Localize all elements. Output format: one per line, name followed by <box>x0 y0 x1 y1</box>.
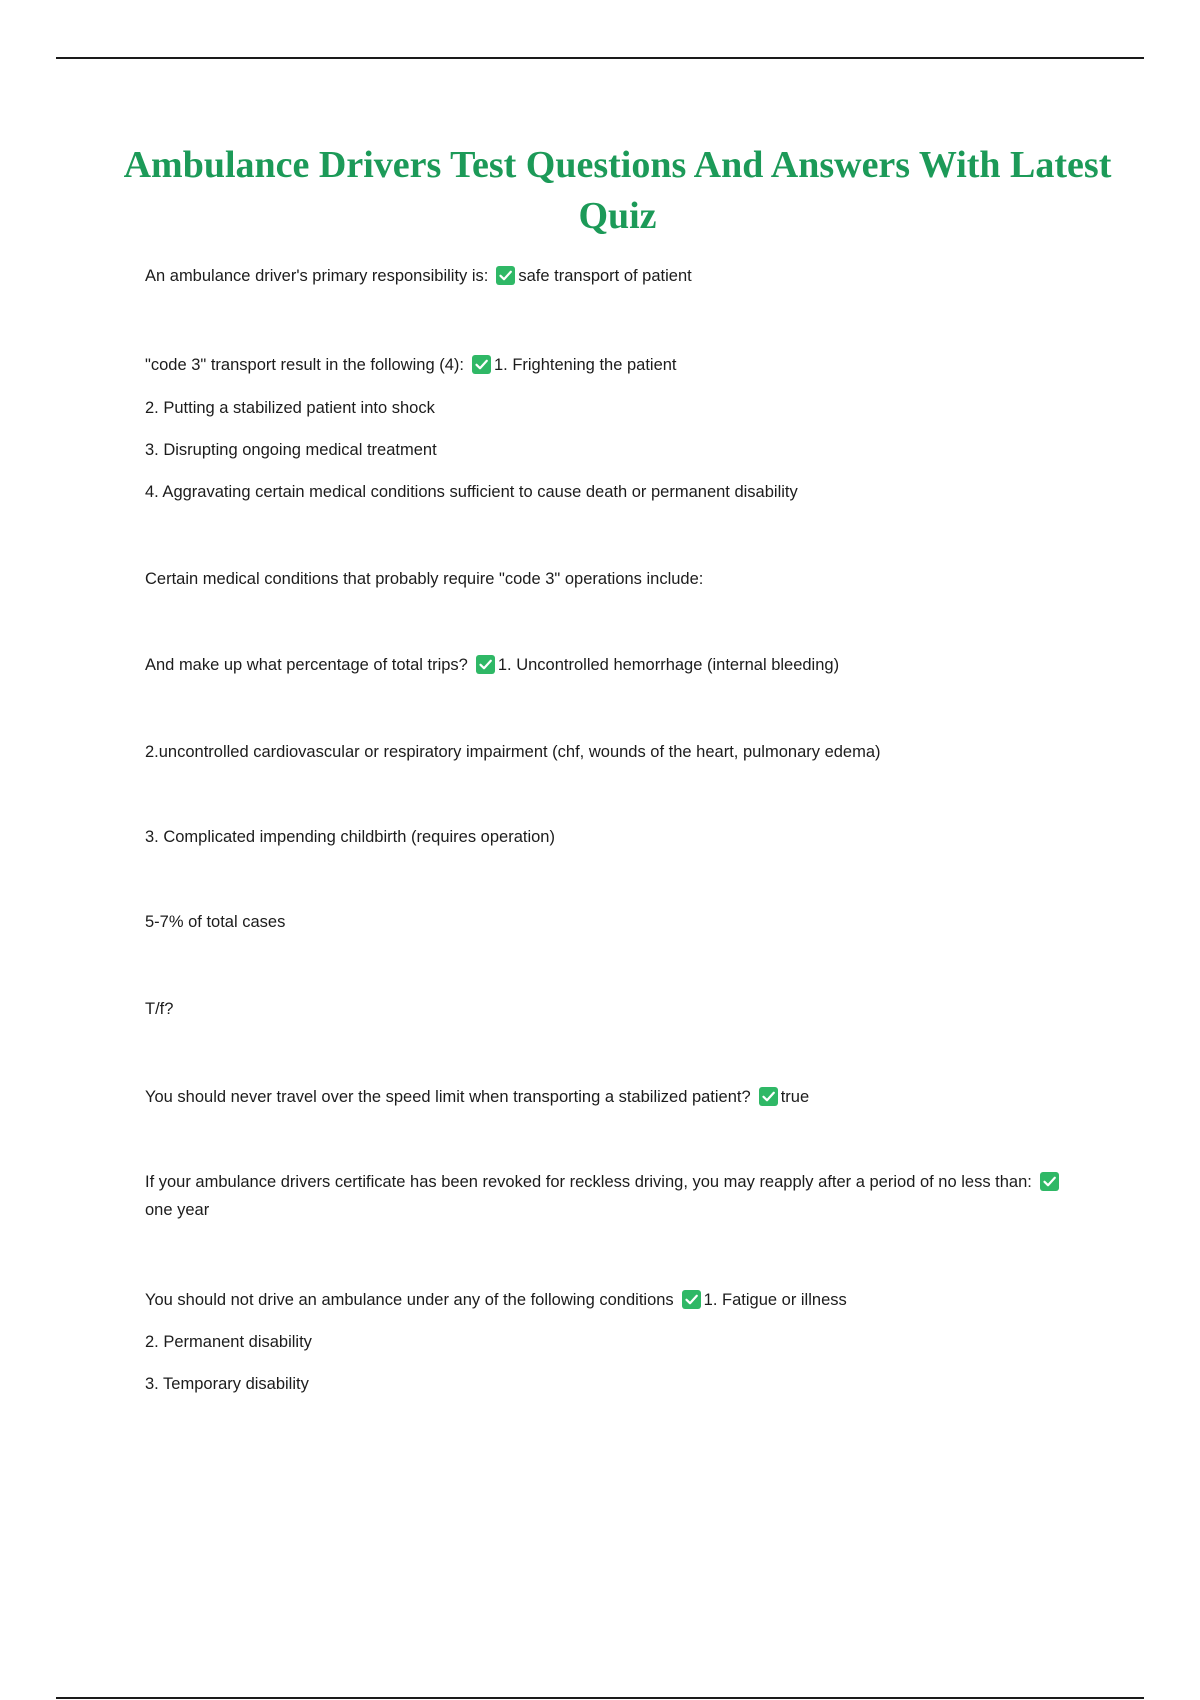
answer-text: 1. Fatigue or illness <box>703 1291 847 1309</box>
bottom-rule <box>56 1697 1144 1699</box>
qa-item <box>145 262 1075 290</box>
text-line: 3. Disrupting ongoing medical treatment <box>145 441 437 459</box>
text-line: 2. Permanent disability <box>145 1333 312 1351</box>
question-text: "code 3" transport result in the following (4): <box>145 356 464 374</box>
check-box-icon <box>682 1290 701 1309</box>
qa-item <box>145 651 1075 679</box>
text-line: 5-7% of total cases <box>145 913 286 931</box>
answer-text: 1. Frightening the patient <box>493 356 677 374</box>
top-rule <box>56 57 1144 59</box>
text-line: T/f? <box>145 1000 174 1018</box>
check-box-icon <box>1040 1172 1059 1191</box>
answer-text: true <box>780 1088 810 1106</box>
text-line: 3. Complicated impending childbirth (requires operation) <box>145 828 555 846</box>
qa-item <box>145 1286 1075 1314</box>
question-text: If your ambulance drivers certificate has been revoked for reckless driving, you may reapply after a period of no less than: <box>145 1173 1032 1191</box>
check-box-icon <box>472 355 491 374</box>
qa-item <box>145 351 1075 379</box>
question-text: And make up what percentage of total trips? <box>145 656 468 674</box>
question-text: You should not drive an ambulance under any of the following conditions <box>145 1291 674 1309</box>
answer-text: one year <box>145 1201 210 1219</box>
check-box-icon <box>759 1087 778 1106</box>
text-line: Certain medical conditions that probably require "code 3" operations include: <box>145 570 704 588</box>
question-text: You should never travel over the speed limit when transporting a stabilized patient? <box>145 1088 751 1106</box>
qa-item <box>145 1083 1075 1111</box>
check-box-icon <box>496 266 515 285</box>
text-line: 2. Putting a stabilized patient into shock <box>145 399 435 417</box>
answer-text: safe transport of patient <box>518 267 692 285</box>
qa-item <box>145 1168 1075 1224</box>
document-title: Ambulance Drivers Test Questions And Answers With Latest Quiz <box>123 144 1112 237</box>
question-text: An ambulance driver's primary responsibility is: <box>145 267 489 285</box>
answer-text: 1. Uncontrolled hemorrhage (internal bleeding) <box>497 656 840 674</box>
text-line: 3. Temporary disability <box>145 1375 309 1393</box>
check-box-icon <box>476 655 495 674</box>
text-line: 4. Aggravating certain medical conditions sufficient to cause death or permanent disability <box>145 483 798 501</box>
text-line: 2.uncontrolled cardiovascular or respiratory impairment (chf, wounds of the heart, pulmonary edema) <box>145 743 881 761</box>
